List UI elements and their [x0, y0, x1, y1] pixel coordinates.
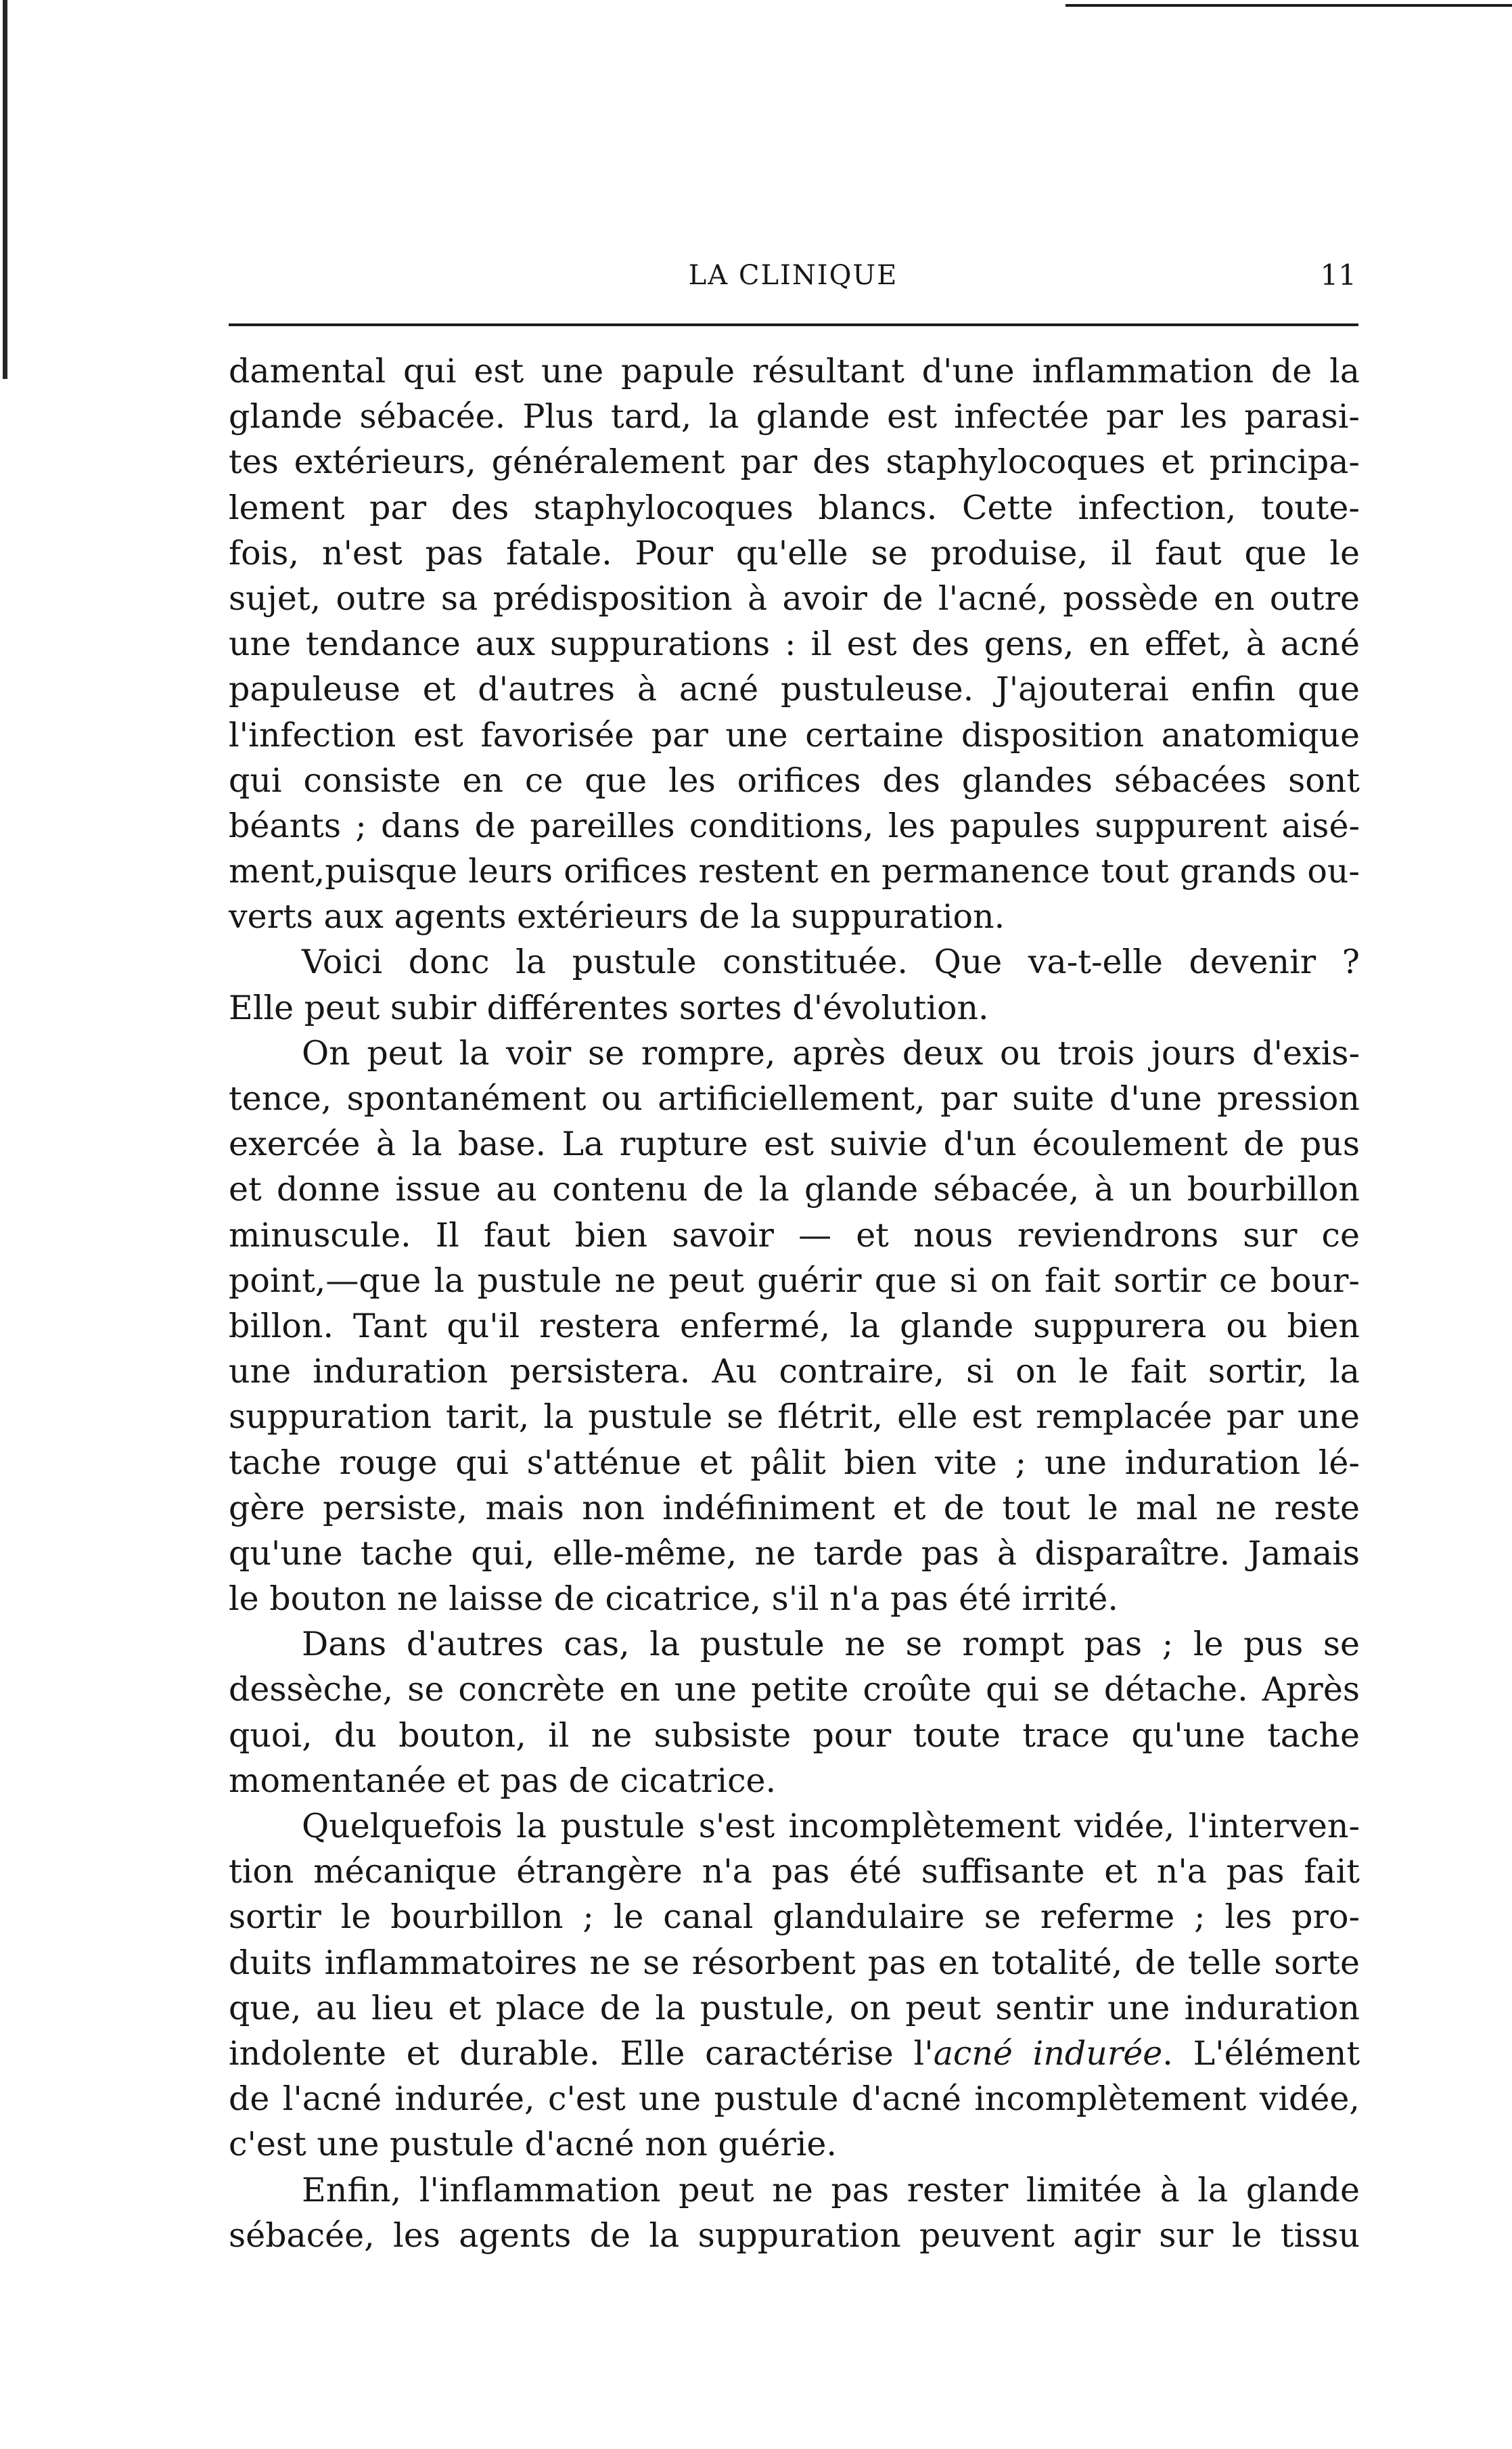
text-line: momentanée et pas de cicatrice.	[229, 1761, 777, 1800]
text-line: dessèche, se concrète en une petite croûte qui se détache. Après	[229, 1670, 1360, 1709]
header-rule	[229, 323, 1358, 326]
text-line: On peut la voir se rompre, après deux ou trois jours d'exis-	[302, 1033, 1360, 1073]
text-line: sébacée, les agents de la suppuration peuvent agir sur le tissu	[229, 2216, 1360, 2255]
text-line: minuscule. Il faut bien savoir — et nous reviendrons sur ce	[229, 1215, 1360, 1255]
text-line: duits inflammatoires ne se résorbent pas en totalité, de telle sorte	[229, 1943, 1360, 1982]
text-line: que, au lieu et place de la pustule, on peut sentir une induration	[229, 1988, 1360, 2027]
text-line: une induration persistera. Au contraire, si on le fait sortir, la	[229, 1352, 1360, 1391]
text-line: papuleuse et d'autres à acné pustuleuse. J'ajouterai enfin que	[229, 670, 1360, 709]
text-line: Quelquefois la pustule s'est incomplètement vidée, l'interven-	[302, 1807, 1360, 1845]
text-line: sujet, outre sa prédisposition à avoir de l'acné, possède en outre	[229, 579, 1360, 618]
paragraph	[229, 1803, 1360, 2167]
paragraph	[229, 1031, 1360, 1621]
page-number: 11	[1320, 259, 1356, 292]
text-line: glande sébacée. Plus tard, la glande est infectée par les parasi-	[229, 397, 1360, 436]
text-line: et donne issue au contenu de la glande sébacée, à un bourbillon	[229, 1170, 1360, 1209]
text-line: tes extérieurs, généralement par des staphylocoques et principa-	[229, 443, 1360, 482]
text-line: point,—que la pustule ne peut guérir que si on fait sortir ce bour-	[229, 1261, 1360, 1300]
text-line: quoi, du bouton, il ne subsiste pour toute trace qu'une tache	[229, 1715, 1360, 1755]
text-line: de l'acné indurée, c'est une pustule d'acné incomplètement vidée,	[229, 2080, 1360, 2119]
text-line: suppuration tarit, la pustule se flétrit, elle est remplacée par une	[229, 1397, 1360, 1437]
text-line: le bouton ne laisse de cicatrice, s'il n'a pas été irrité.	[229, 1579, 1119, 1619]
text-line: une tendance aux suppurations : il est des gens, en effet, à acné	[229, 625, 1360, 664]
text-line: verts aux agents extérieurs de la suppuration.	[229, 897, 1005, 937]
paragraph	[229, 939, 1360, 1030]
text-line: Voici donc la pustule constituée. Que va-t-elle devenir ?	[302, 943, 1360, 982]
text-line: qu'une tache qui, elle-même, ne tarde pas à disparaître. Jamais	[229, 1533, 1360, 1573]
text-line: lement par des staphylocoques blancs. Cette infection, toute-	[229, 488, 1360, 527]
text-line: billon. Tant qu'il restera enfermé, la glande suppurera ou bien	[229, 1306, 1360, 1345]
text-line: tence, spontanément ou artificiellement, par suite d'une pression	[229, 1079, 1360, 1118]
text-line: qui consiste en ce que les orifices des glandes sébacées sont	[229, 761, 1360, 800]
running-head-title: LA CLINIQUE	[688, 260, 898, 291]
text-line: indolente et durable. Elle caractérise l'acné indurée. L'élément	[229, 2034, 1360, 2073]
body-text	[229, 349, 1360, 2258]
text-line: l'infection est favorisée par une certaine disposition anatomique	[229, 715, 1360, 755]
scan-edge-shadow	[3, 0, 7, 379]
text-line: tion mécanique étrangère n'a pas été suffisante et n'a pas fait	[229, 1852, 1360, 1891]
text-line: tache rouge qui s'atténue et pâlit bien vite ; une induration lé-	[229, 1443, 1360, 1482]
text-line: Dans d'autres cas, la pustule ne se rompt pas ; le pus se	[302, 1625, 1360, 1664]
running-head	[230, 252, 1356, 299]
paragraph	[229, 2167, 1360, 2258]
text-line: c'est une pustule d'acné non guérie.	[229, 2125, 837, 2164]
text-line: Elle peut subir différentes sortes d'évolution.	[229, 988, 989, 1027]
text-line: Enfin, l'inflammation peut ne pas rester limitée à la glande	[302, 2170, 1360, 2209]
text-line: fois, n'est pas fatale. Pour qu'elle se produise, il faut que le	[229, 533, 1360, 572]
paragraph	[229, 1621, 1360, 1803]
text-line: béants ; dans de pareilles conditions, les papules suppurent aisé-	[229, 806, 1360, 845]
paragraph	[229, 349, 1360, 939]
text-line: damental qui est une papule résultant d'une inflammation de la	[229, 352, 1360, 390]
scan-top-edge	[1066, 4, 1512, 7]
text-line: exercée à la base. La rupture est suivie d'un écoulement de pus	[229, 1125, 1360, 1164]
text-line: sortir le bourbillon ; le canal glandulaire se referme ; les pro-	[229, 1897, 1360, 1937]
text-line: ment,puisque leurs orifices restent en permanence tout grands ou-	[229, 852, 1360, 891]
text-line: gère persiste, mais non indéfiniment et de tout le mal ne reste	[229, 1488, 1360, 1527]
